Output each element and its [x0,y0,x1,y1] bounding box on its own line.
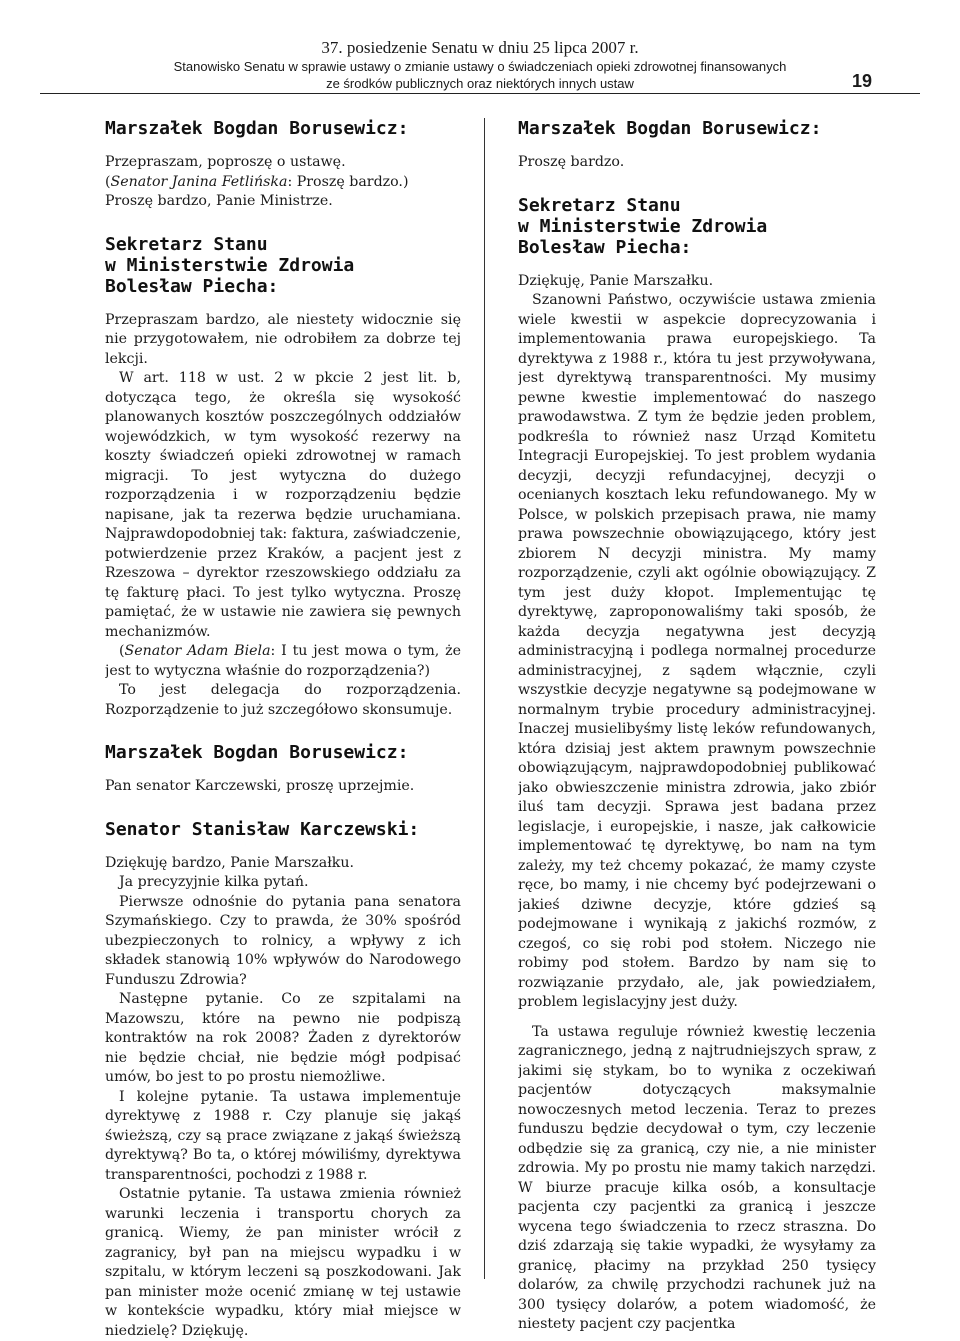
header-subject-line-2: ze środków publicznych oraz niektórych innych ustaw [326,76,634,91]
paragraph: To jest delegacja do rozporządzenia. Rozporządzenie to już szczegółowo skonsumuje. [105,682,461,718]
paragraph: Pierwsze odnośnie do pytania pana senatora Szymańskiego. Czy to prawda, że 30% spośród ubezpieczonych to rolnicy, a wpływy z ich składek stanowią 10% wpływów do Narodowego Funduszu Zdrowia? [105,893,461,988]
speaker-heading: Marszałek Bogdan Borusewicz: [105,118,409,139]
right-column [518,118,876,1335]
paragraph: Szanowni Państwo, oczywiście ustawa zmienia wiele kwestii w aspekcie doprecyzowania i implementowania prawa europejskiego. Ta dyrektywa z 1988 r., która tu jest przywoływana, jest dyrektywą transparentności. My musimy pewne kwestie implementować do naszego prawodawstwa. Z tym że będzie jeden problem, podkreśla to również nasz Urząd Komitetu Integracji Europejskiej. To jest problem wydania decyzji, decyzji refundacyjnej, decyzji o ocenianych kosztach leku refundowanego. My w Polsce, w polskich przepisach prawa, nie mamy prawa powszechnie obowiązującego, który jest zbiorem N decyzji ministra. My mamy rozporządzenie, czyli akt ogólnie obowiązujący. Z tym jest duży kłopot. Implementując tę dyrektywę, zaproponowaliśmy taki sposób, że każda decyzja negatywna jest decyzją administracyjną i podlega normalnej procedurze administracyjnej, z sądem włącznie, czyli wszystkie decyzje negatywne są podejmowane w normalnym trybie procedury administracyjnej. Inaczej musielibyśmy listę leków refundowanych, która dzisiaj jest aktem prawnym powszechnie obowiązującym, najprawdopodobniej publikować jako obwieszczenie ministra zdrowia, jako zbiór iluś tam decyzji. Sprawa jest badana przez legislacje, i europejskie, i nasze, jak całkowicie implementować tę dyrektywę, bo nam na tym zależy, my też chcemy pokazać, że mamy czyste ręce, bo mamy, i nie chcemy być podejrzewani o jakieś dziwne decyzje, które gdzieś są podejmowane i wynikają z jakichś rozmów, z czegoś, co się robi pod stołem. Niczego nie robimy pod stołem. Bardzo by nam się to rozwiązanie przydało, ale, jak powiedziałem, problem legislacyjny jest duży. [518,292,876,1010]
running-header [0,38,960,92]
interjection-text: : Proszę bardzo.) [287,173,409,190]
paragraph: I kolejne pytanie. Ta ustawa implementuje dyrektywę z 1988 r. Czy planuje się jakąś świeższą, czy są prace związane z jakąś świeższą dyrektywą? Bo ta, o której mówiliśmy, dyrektywa transparentności, pochodzi z 1988 r. [105,1088,461,1183]
paragraph: Dziękuję, Panie Marszałku. [518,272,714,289]
header-subject-line-1: Stanowisko Senatu w sprawie ustawy o zmianie ustawy o świadczeniach opieki zdrowotnej finansowanych [173,59,787,74]
paragraph: Dziękuję bardzo, Panie Marszałku. [105,854,355,871]
paragraph: Proszę bardzo. [518,154,625,170]
speaker-heading: Marszałek Bogdan Borusewicz: [518,118,822,139]
paragraph: Proszę bardzo, Panie Ministrze. [105,193,333,209]
interjection-text: : I tu jest mowa o tym, że jest to wytyczna właśnie do rozporządzenia?) [105,643,461,679]
paragraph: Ta ustawa reguluje również kwestię leczenia zagranicznego, jedną z najtrudniejszych spraw, z jakimi się stykam, bo to wynika z oczekiwań pacjentów dotyczących maksymalnie nowoczesnych metod leczenia. Teraz to prezes funduszu będzie decydował o tym, czy leczenie odbędzie się za granicą, czy nie, a nie minister zdrowia. My po prostu nie mamy takich narzędzi. W biurze pracuje kilka osób, a konsultacje pacjenta czy pacjentki za granicą i jeszcze wycena tego świadczenia to rzecz straszna. Do dziś zdarzają się takie wypadki, że wysyłamy za granicę, płacimy na przykład 250 tysięcy dolarów, za chwilę przychodzi rachunek już na 300 tysięcy dolarów, a potem wiadomość, że niestety pacjent czy pacjentka [518,1023,876,1332]
speaker-heading: Senator Stanisław Karczewski: [105,818,420,840]
paragraph: Ja precyzyjnie kilka pytań. [119,874,309,890]
paragraph: Następne pytanie. Co ze szpitalami na Mazowszu, które na pewno nie podpiszą kontraktów na rok 2008? Żaden z dyrektorów nie będzie chciał, nie będzie mógł podpisać umów, bo jest to po prostu niemożliwe. [105,991,461,1085]
column-divider [484,118,485,1279]
paragraph: W art. 118 w ust. 2 w pkcie 2 jest lit. b, dotycząca tego, że określa się wysokość planowanych kosztów poszczególnych oddziałów wojewódzkich, w tym wysokość rezerwy na koszty świadczeń opieki zdrowotnej w ramach migracji. To jest wytyczna do dużego rozporządzenia i w rozporządzeniu będzie napisane, jak ta rezerwa będzie uruchamiana. Najprawdopodobniej tak: faktura, zaświadczenie, potwierdzenie przez Kraków, a pacjent jest z Rzeszowa – dyrektor rzeszowskiego oddziału za tę fakturę płaci. To jest tylko wytyczna. Proszę pamiętać, że w ustawie nie zawiera się pewnych mechanizmów. [105,370,461,640]
speaker-heading: Sekretarz Stanu w Ministerstwie Zdrowia Bolesław Piecha: [105,233,355,297]
paragraph: Przepraszam, poproszę o ustawę. [105,154,346,170]
paragraph: Przepraszam bardzo, ale niestety widocznie się nie przygotowałem, nie odrobiłem za dobrze tej lekcji. [105,311,461,367]
speaker-heading: Sekretarz Stanu w Ministerstwie Zdrowia Bolesław Piecha: [518,194,768,258]
speaker-heading: Marszałek Bogdan Borusewicz: [105,742,409,763]
paragraph: Ostatnie pytanie. Ta ustawa zmienia również warunki leczenia i transportu chorych za granicą. Wiemy, że pan minister wrócił z zagranicy, był pan na miejscu wypadku i w szpitalu, w którym leczeni są poszkodowani. Jak pan minister może ocenić zmianę w tej ustawie w kontekście wypadku, który miał miejsce w niedzielę? Dziękuję. [105,1186,461,1339]
left-column [105,118,461,1341]
interjection: (Senator Adam Biela: I tu jest mowa o tym, że jest to wytyczna właśnie do rozporządzenia?) [105,643,461,679]
header-divider [40,93,920,94]
interjection-speaker: Senator Adam Biela [124,643,271,659]
header-session-title: 37. posiedzenie Senatu w dniu 25 lipca 2007 r. [321,38,639,57]
paragraph: Pan senator Karczewski, proszę uprzejmie. [105,778,415,794]
page-number: 19 [851,71,872,91]
interjection-speaker: Senator Janina Fetlińska [110,173,288,190]
interjection: (Senator Janina Fetlińska: Proszę bardzo.) [105,173,409,190]
